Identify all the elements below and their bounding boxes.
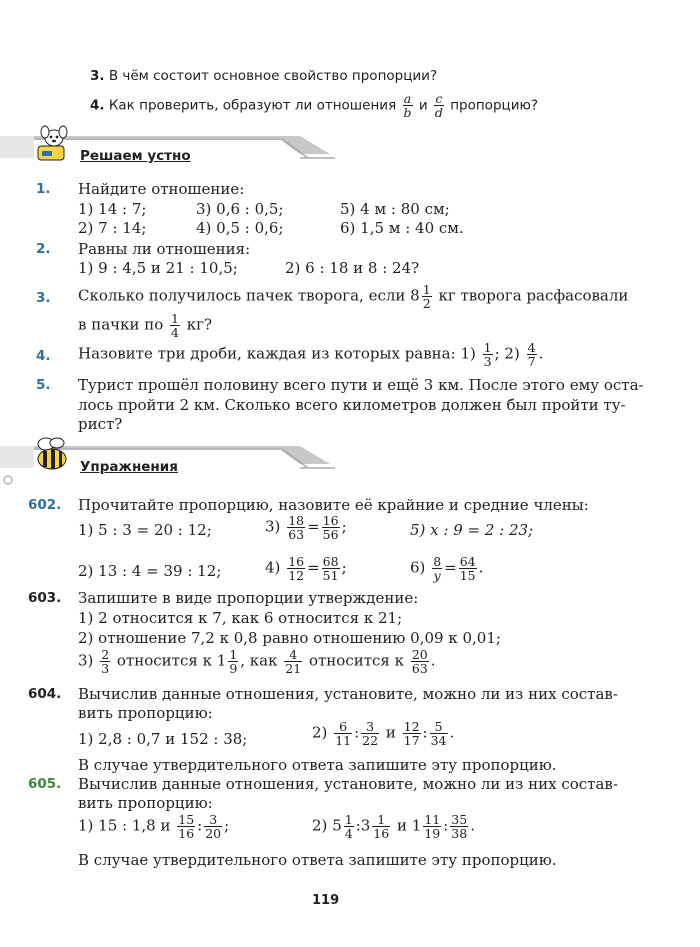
fraction: $\frac{2}{3}$: [101, 647, 110, 676]
question-4: 4. Как проверить, образуют ли отношения $\frac{a}{b}$ и $\frac{c}{d}$ пропорцию?: [90, 91, 539, 120]
task-number: 4.: [36, 348, 51, 364]
exercise-602-intro: Прочитайте пропорцию, назовите её крайние и средние члены:: [78, 496, 589, 514]
exercise-604-item: 2) $\frac{6}{11}$ : $\frac{3}{22}$ и $\frac{12}{17}$ : $\frac{5}{34}$ .: [312, 719, 455, 748]
fraction: $\frac{15}{16}$: [178, 812, 195, 841]
exercise-602-item: 1) 5 : 3 = 20 : 12;: [78, 521, 212, 539]
section-title-exercises: Упражнения: [80, 459, 178, 475]
fraction: $\frac{c}{d}$: [434, 91, 443, 120]
fraction: $\frac{6}{11}$: [335, 719, 352, 748]
task-2-intro: Равны ли отношения:: [78, 240, 251, 258]
fraction: $\frac{18}{63}$: [288, 513, 305, 542]
fraction: $\frac{1}{2}$: [422, 282, 431, 311]
question-number: 4.: [90, 97, 105, 114]
exercise-number: 605.: [28, 776, 62, 792]
exercise-number: 603.: [28, 590, 62, 606]
exercise-number: 604.: [28, 686, 62, 702]
exercise-605-line: вить пропорцию:: [78, 794, 213, 812]
exercise-603-line: 3) $\frac{2}{3}$ относится к 1 $\frac{1}{9}$ , как $\frac{4}{21}$ относится к $\frac{20}{63}$ .: [78, 647, 436, 676]
exercise-604-item: 1) 2,8 : 0,7 и 152 : 38;: [78, 730, 248, 748]
task-1-item: 6) 1,5 м : 40 см.: [340, 219, 464, 237]
fraction: $\frac{a}{b}$: [403, 91, 412, 120]
task-number: 3.: [36, 290, 51, 306]
exercise-602-item: 4) $\frac{16}{12}$ = $\frac{68}{51}$ ;: [265, 554, 347, 583]
bee-mascot-icon: [30, 434, 74, 474]
fraction: $\frac{5}{34}$: [430, 719, 447, 748]
task-5-line: Турист прошёл половину всего пути и ещё 3 км. После этого ему оста-: [78, 376, 644, 394]
fraction: $\frac{8}{y}$: [433, 554, 442, 583]
exercise-605-line: Вычислив данные отношения, установите, можно ли из них состав-: [78, 775, 618, 793]
task-3-line-2: в пачки по $\frac{1}{4}$ кг?: [78, 311, 213, 340]
exercise-603-intro: Запишите в виде пропорции утверждение:: [78, 589, 419, 607]
fraction: $\frac{20}{63}$: [411, 647, 428, 676]
task-2-item: 1) 9 : 4,5 и 21 : 10,5;: [78, 259, 238, 277]
task-number: 5.: [36, 377, 51, 393]
task-5-line: лось пройти 2 км. Сколько всего километров должен был пройти ту-: [78, 396, 626, 414]
exercise-605-note: В случае утвердительного ответа запишите эту пропорцию.: [78, 851, 557, 869]
task-number: 2.: [36, 241, 51, 257]
dog-mascot-icon: [34, 124, 74, 164]
exercise-604-line: вить пропорцию:: [78, 704, 213, 722]
task-4-text: Назовите три дроби, каждая из которых равна: 1) $\frac{1}{3}$ ; 2) $\frac{4}{7}$ .: [78, 340, 544, 369]
task-2-item: 2) 6 : 18 и 8 : 24?: [285, 259, 420, 277]
fraction: $\frac{1}{4}$: [344, 812, 353, 841]
exercise-603-line: 2) отношение 7,2 к 0,8 равно отношению 0,09 к 0,01;: [78, 629, 501, 647]
exercise-602-item: 2) 13 : 4 = 39 : 12;: [78, 562, 222, 580]
task-1-item: 3) 0,6 : 0,5;: [196, 200, 284, 218]
fraction: $\frac{35}{38}$: [451, 812, 468, 841]
exercise-number: 602.: [28, 497, 62, 513]
task-1-item: 4) 0,5 : 0,6;: [196, 219, 284, 237]
exercise-604-note: В случае утвердительного ответа запишите эту пропорцию.: [78, 756, 557, 774]
fraction: $\frac{3}{20}$: [205, 812, 222, 841]
exercise-602-item: 6) $\frac{8}{y}$ = $\frac{64}{15}$ .: [410, 554, 484, 583]
fraction: $\frac{1}{9}$: [229, 647, 238, 676]
page-edge-circle-icon: [2, 474, 14, 486]
question-number: 3.: [90, 68, 105, 84]
fraction: $\frac{68}{51}$: [322, 554, 339, 583]
exercise-602-item: 5) x : 9 = 2 : 23;: [410, 521, 534, 539]
exercise-605-item: 2) 5 $\frac{1}{4}$ :3 $\frac{1}{16}$ и 1 $\frac{11}{19}$ : $\frac{35}{38}$ .: [312, 812, 475, 841]
section-title-oral: Решаем устно: [80, 148, 191, 164]
question-text: Как проверить, образуют ли отношения: [108, 97, 397, 114]
exercise-603-line: 1) 2 относится к 7, как 6 относится к 21;: [78, 609, 403, 627]
fraction: $\frac{16}{56}$: [322, 513, 339, 542]
task-1-item: 2) 7 : 14;: [78, 219, 147, 237]
fraction: $\frac{4}{7}$: [527, 340, 536, 369]
fraction: $\frac{4}{21}$: [285, 647, 302, 676]
task-1-item: 1) 14 : 7;: [78, 200, 147, 218]
task-3-line-1: Сколько получилось пачек творога, если 8 $\frac{1}{2}$ кг творога расфасовали: [78, 282, 629, 311]
fraction: $\frac{3}{22}$: [362, 719, 379, 748]
fraction: $\frac{12}{17}$: [403, 719, 420, 748]
task-number: 1.: [36, 181, 51, 197]
task-1-item: 5) 4 м : 80 см;: [340, 200, 450, 218]
question-3: [90, 68, 437, 84]
task-1-intro: Найдите отношение:: [78, 180, 245, 198]
question-text: В чём состоит основное свойство пропорции?: [108, 68, 438, 84]
page-number: 119: [312, 893, 340, 908]
fraction: $\frac{1}{3}$: [483, 340, 492, 369]
fraction: $\frac{1}{16}$: [373, 812, 390, 841]
fraction: $\frac{64}{15}$: [459, 554, 476, 583]
fraction: $\frac{11}{19}$: [424, 812, 441, 841]
exercise-605-item: 1) 15 : 1,8 и $\frac{15}{16}$ : $\frac{3}{20}$ ;: [78, 812, 230, 841]
fraction: $\frac{16}{12}$: [288, 554, 305, 583]
fraction: $\frac{1}{4}$: [171, 311, 179, 340]
task-5-line: рист?: [78, 415, 123, 433]
exercise-604-line: Вычислив данные отношения, установите, можно ли из них состав-: [78, 685, 618, 703]
exercise-602-item: 3) $\frac{18}{63}$ = $\frac{16}{56}$ ;: [265, 513, 347, 542]
